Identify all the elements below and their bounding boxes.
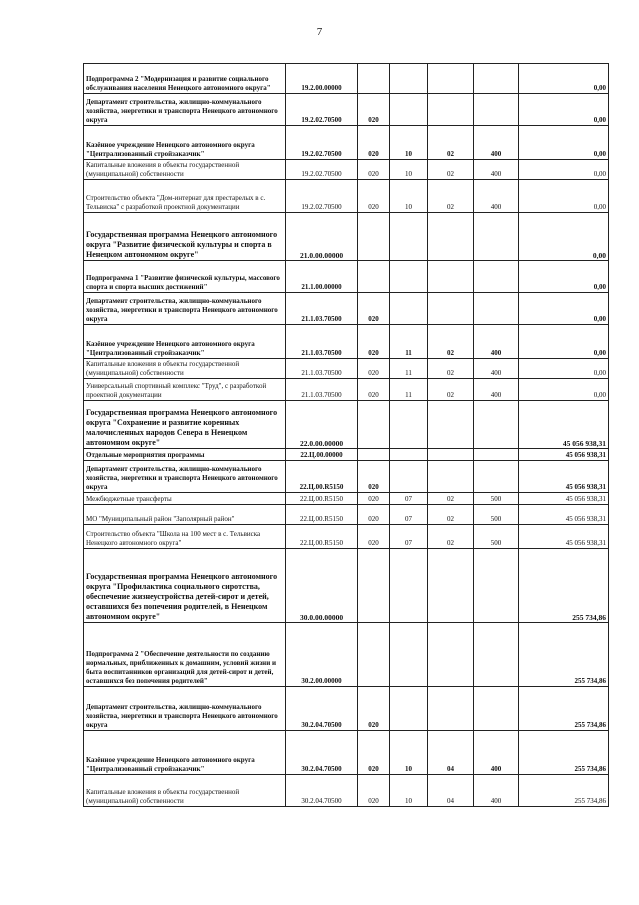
subsection-code-cell	[428, 293, 474, 325]
amount-cell: 45 056 938,31	[519, 493, 609, 505]
row-name: Строительство объекта "Дом-интернат для престарелых в с. Тельвиска" с разработкой проектной документации	[84, 180, 286, 213]
department-code-cell: 020	[358, 525, 390, 549]
subsection-code-cell	[428, 687, 474, 731]
target-article-cell: 30.2.04.70500	[286, 775, 358, 807]
table-row	[84, 126, 609, 160]
expense-type-cell	[474, 687, 519, 731]
table-row	[84, 213, 609, 261]
amount-cell: 0,00	[519, 261, 609, 293]
target-article-cell: 22.Ц.00.00000	[286, 449, 358, 461]
subsection-code-cell: 02	[428, 379, 474, 401]
expense-type-cell	[474, 549, 519, 623]
section-code-cell	[390, 94, 428, 126]
section-code-cell	[390, 449, 428, 461]
amount-cell: 0,00	[519, 293, 609, 325]
row-name: Казённое учреждение Ненецкого автономного округа "Централизованный стройзаказчик"	[84, 325, 286, 359]
row-name: Департамент строительства, жилищно-коммунального хозяйства, энергетики и транспорта Ненецкого автономного округа	[84, 293, 286, 325]
section-code-cell: 10	[390, 126, 428, 160]
section-code-cell	[390, 687, 428, 731]
subsection-code-cell	[428, 94, 474, 126]
table-row	[84, 525, 609, 549]
page-number: 7	[316, 26, 323, 38]
department-code-cell: 020	[358, 493, 390, 505]
department-code-cell	[358, 623, 390, 687]
target-article-cell: 22.Ц.00.R5150	[286, 493, 358, 505]
department-code-cell: 020	[358, 325, 390, 359]
target-article-cell: 19.2.00.00000	[286, 64, 358, 94]
target-article-cell: 21.1.03.70500	[286, 359, 358, 379]
table-row	[84, 461, 609, 493]
subsection-code-cell	[428, 64, 474, 94]
department-code-cell	[358, 261, 390, 293]
department-code-cell: 020	[358, 505, 390, 525]
amount-cell: 255 734,86	[519, 731, 609, 775]
target-article-cell: 22.Ц.00.R5150	[286, 461, 358, 493]
row-name: Подпрограмма 2 "Модернизация и развитие социального обслуживания населения Ненецкого автономного округа"	[84, 64, 286, 94]
section-code-cell: 10	[390, 180, 428, 213]
table-row	[84, 493, 609, 505]
department-code-cell	[358, 401, 390, 449]
row-name: Межбюджетные трансферты	[84, 493, 286, 505]
amount-cell: 255 734,86	[519, 687, 609, 731]
subsection-code-cell: 02	[428, 126, 474, 160]
table-row	[84, 379, 609, 401]
section-code-cell	[390, 401, 428, 449]
subsection-code-cell: 02	[428, 180, 474, 213]
row-name: Строительство объекта "Школа на 100 мест в с. Тельвиска Ненецкого автономного округа"	[84, 525, 286, 549]
department-code-cell	[358, 549, 390, 623]
section-code-cell	[390, 293, 428, 325]
target-article-cell: 30.0.00.00000	[286, 549, 358, 623]
department-code-cell: 020	[358, 94, 390, 126]
amount-cell: 255 734,86	[519, 549, 609, 623]
department-code-cell: 020	[358, 461, 390, 493]
expense-type-cell: 400	[474, 731, 519, 775]
department-code-cell	[358, 449, 390, 461]
table-row	[84, 261, 609, 293]
department-code-cell: 020	[358, 293, 390, 325]
table-row	[84, 94, 609, 126]
expense-type-cell: 400	[474, 160, 519, 180]
section-code-cell	[390, 623, 428, 687]
subsection-code-cell: 02	[428, 525, 474, 549]
expense-type-cell	[474, 449, 519, 461]
amount-cell: 0,00	[519, 359, 609, 379]
row-name: Государственная программа Ненецкого автономного округа "Развитие физической культуры и спорта в Ненецком автономном округе"	[84, 213, 286, 261]
expense-type-cell	[474, 623, 519, 687]
row-name: Казённое учреждение Ненецкого автономного округа "Централизованный стройзаказчик"	[84, 731, 286, 775]
amount-cell: 0,00	[519, 94, 609, 126]
row-name: Капитальные вложения в объекты государственной (муниципальной) собственности	[84, 359, 286, 379]
table-body	[84, 64, 609, 807]
department-code-cell: 020	[358, 379, 390, 401]
row-name: Подпрограмма 1 "Развитие физической культуры, массового спорта и спорта высших достижений"	[84, 261, 286, 293]
department-code-cell: 020	[358, 775, 390, 807]
table-row	[84, 359, 609, 379]
amount-cell: 45 056 938,31	[519, 525, 609, 549]
target-article-cell: 19.2.02.70500	[286, 160, 358, 180]
department-code-cell	[358, 213, 390, 261]
target-article-cell: 30.2.00.00000	[286, 623, 358, 687]
row-name: Департамент строительства, жилищно-коммунального хозяйства, энергетики и транспорта Ненецкого автономного округа	[84, 94, 286, 126]
expense-type-cell	[474, 64, 519, 94]
table-row	[84, 687, 609, 731]
table-row	[84, 293, 609, 325]
subsection-code-cell: 02	[428, 359, 474, 379]
expense-type-cell: 500	[474, 525, 519, 549]
row-name: Департамент строительства, жилищно-коммунального хозяйства, энергетики и транспорта Ненецкого автономного округа	[84, 687, 286, 731]
target-article-cell: 21.1.00.00000	[286, 261, 358, 293]
subsection-code-cell	[428, 623, 474, 687]
section-code-cell	[390, 64, 428, 94]
table-row	[84, 505, 609, 525]
table-row	[84, 325, 609, 359]
section-code-cell: 07	[390, 525, 428, 549]
table-row	[84, 775, 609, 807]
amount-cell: 45 056 938,31	[519, 401, 609, 449]
section-code-cell	[390, 261, 428, 293]
row-name: Государственная программа Ненецкого автономного округа "Сохранение и развитие коренных малочисленных народов Севера в Ненецком автономном округе"	[84, 401, 286, 449]
row-name: Универсальный спортивный комплекс "Труд", с разработкой проектной документации	[84, 379, 286, 401]
section-code-cell: 10	[390, 160, 428, 180]
row-name: Отдельные мероприятия программы	[84, 449, 286, 461]
table-row	[84, 160, 609, 180]
department-code-cell: 020	[358, 160, 390, 180]
amount-cell: 0,00	[519, 126, 609, 160]
subsection-code-cell	[428, 449, 474, 461]
budget-table	[83, 63, 609, 807]
row-name: Казённое учреждение Ненецкого автономного округа "Централизованный стройзаказчик"	[84, 126, 286, 160]
expense-type-cell: 400	[474, 359, 519, 379]
row-name: Департамент строительства, жилищно-коммунального хозяйства, энергетики и транспорта Ненецкого автономного округа	[84, 461, 286, 493]
amount-cell: 45 056 938,31	[519, 461, 609, 493]
expense-type-cell: 400	[474, 379, 519, 401]
expense-type-cell	[474, 461, 519, 493]
target-article-cell: 30.2.04.70500	[286, 731, 358, 775]
department-code-cell: 020	[358, 126, 390, 160]
target-article-cell: 19.2.02.70500	[286, 126, 358, 160]
amount-cell: 0,00	[519, 379, 609, 401]
section-code-cell: 10	[390, 731, 428, 775]
target-article-cell: 21.1.03.70500	[286, 379, 358, 401]
department-code-cell: 020	[358, 731, 390, 775]
department-code-cell: 020	[358, 359, 390, 379]
row-name: Государственная программа Ненецкого автономного округа "Профилактика социального сиротства, обеспечение жизнеустройства детей-сирот и детей, оставшихся без попечения родителей, в Ненецком автономном округе"	[84, 549, 286, 623]
row-name: МО "Муниципальный район "Заполярный район"	[84, 505, 286, 525]
target-article-cell: 22.Ц.00.R5150	[286, 505, 358, 525]
expense-type-cell: 400	[474, 126, 519, 160]
expense-type-cell	[474, 261, 519, 293]
subsection-code-cell	[428, 401, 474, 449]
expense-type-cell	[474, 213, 519, 261]
subsection-code-cell: 04	[428, 731, 474, 775]
target-article-cell: 21.1.03.70500	[286, 293, 358, 325]
subsection-code-cell	[428, 461, 474, 493]
table-row	[84, 401, 609, 449]
section-code-cell	[390, 549, 428, 623]
section-code-cell	[390, 213, 428, 261]
subsection-code-cell: 02	[428, 493, 474, 505]
expense-type-cell: 500	[474, 505, 519, 525]
target-article-cell: 22.Ц.00.R5150	[286, 525, 358, 549]
subsection-code-cell	[428, 549, 474, 623]
table-row	[84, 64, 609, 94]
table-row	[84, 549, 609, 623]
department-code-cell	[358, 64, 390, 94]
section-code-cell: 11	[390, 359, 428, 379]
expense-type-cell: 400	[474, 775, 519, 807]
section-code-cell: 07	[390, 493, 428, 505]
section-code-cell: 11	[390, 379, 428, 401]
section-code-cell: 10	[390, 775, 428, 807]
row-name: Подпрограмма 2 "Обеспечение деятельности по созданию нормальных, приближенных к домашним, условий жизни и быта воспитанников организаций для детей-сирот и детей, оставшихся без попечения родителей"	[84, 623, 286, 687]
department-code-cell: 020	[358, 180, 390, 213]
expense-type-cell: 400	[474, 325, 519, 359]
target-article-cell: 19.2.02.70500	[286, 180, 358, 213]
expense-type-cell: 500	[474, 493, 519, 505]
target-article-cell: 22.0.00.00000	[286, 401, 358, 449]
amount-cell: 0,00	[519, 213, 609, 261]
subsection-code-cell	[428, 261, 474, 293]
target-article-cell: 21.1.03.70500	[286, 325, 358, 359]
section-code-cell	[390, 461, 428, 493]
amount-cell: 0,00	[519, 160, 609, 180]
subsection-code-cell: 02	[428, 160, 474, 180]
expense-type-cell	[474, 293, 519, 325]
expense-type-cell: 400	[474, 180, 519, 213]
table-row	[84, 449, 609, 461]
table-row	[84, 623, 609, 687]
table-row	[84, 731, 609, 775]
amount-cell: 0,00	[519, 64, 609, 94]
subsection-code-cell: 04	[428, 775, 474, 807]
subsection-code-cell	[428, 213, 474, 261]
expense-type-cell	[474, 94, 519, 126]
target-article-cell: 21.0.00.00000	[286, 213, 358, 261]
target-article-cell: 30.2.04.70500	[286, 687, 358, 731]
subsection-code-cell: 02	[428, 325, 474, 359]
amount-cell: 255 734,86	[519, 623, 609, 687]
row-name: Капитальные вложения в объекты государственной (муниципальной) собственности	[84, 775, 286, 807]
amount-cell: 45 056 938,31	[519, 449, 609, 461]
section-code-cell: 11	[390, 325, 428, 359]
amount-cell: 0,00	[519, 325, 609, 359]
amount-cell: 255 734,86	[519, 775, 609, 807]
section-code-cell: 07	[390, 505, 428, 525]
expense-type-cell	[474, 401, 519, 449]
amount-cell: 0,00	[519, 180, 609, 213]
amount-cell: 45 056 938,31	[519, 505, 609, 525]
row-name: Капитальные вложения в объекты государственной (муниципальной) собственности	[84, 160, 286, 180]
table-row	[84, 180, 609, 213]
department-code-cell: 020	[358, 687, 390, 731]
target-article-cell: 19.2.02.70500	[286, 94, 358, 126]
subsection-code-cell: 02	[428, 505, 474, 525]
